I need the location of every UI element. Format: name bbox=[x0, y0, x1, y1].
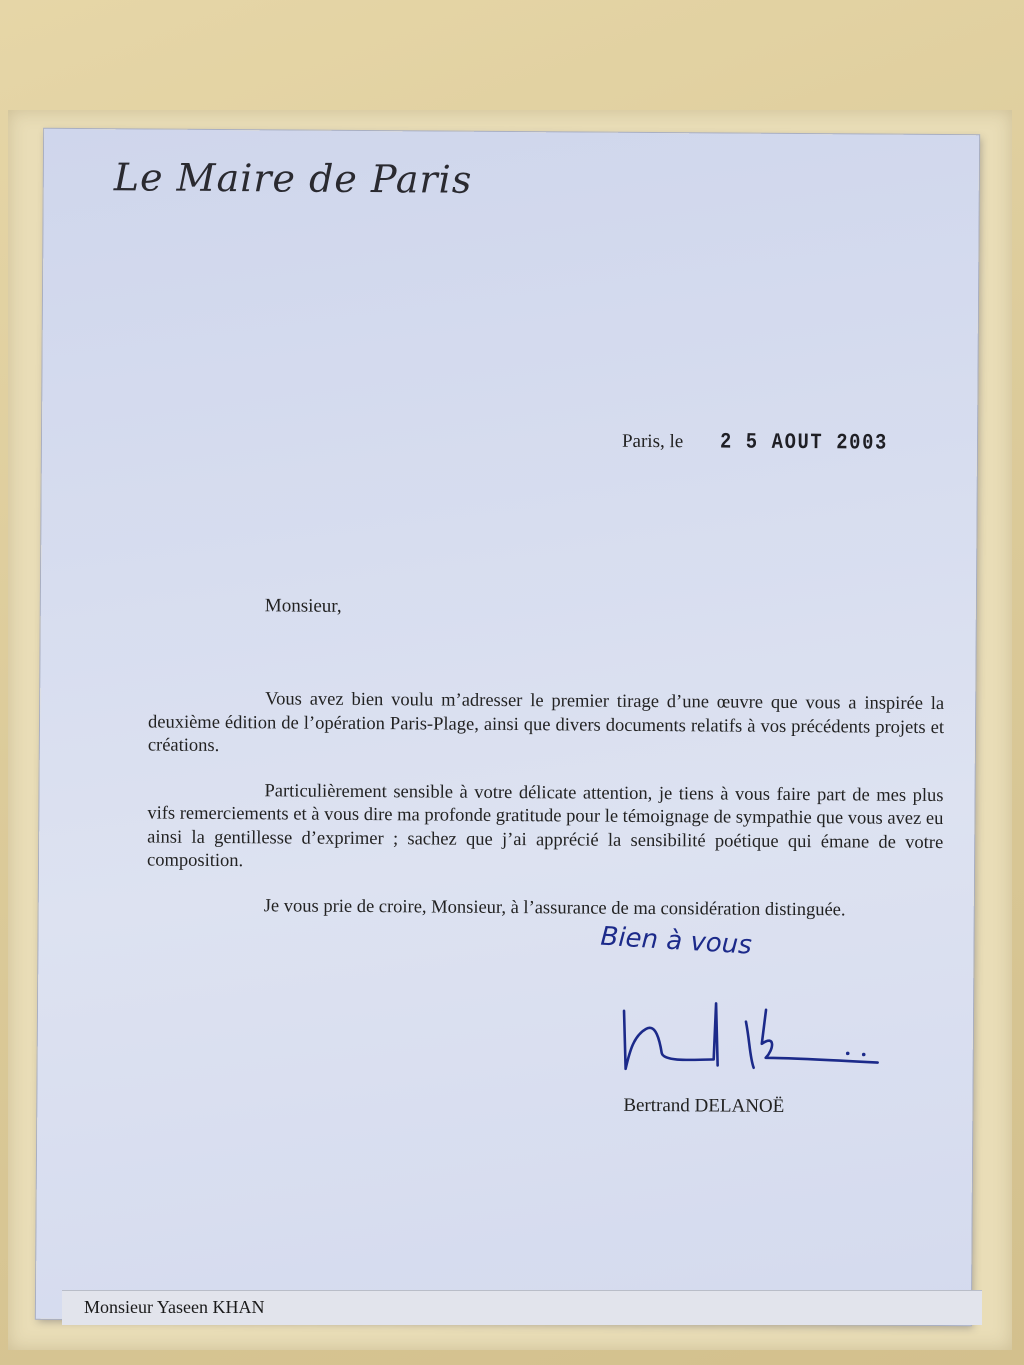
letter-sheet bbox=[36, 129, 979, 1325]
signer-name: Bertrand DELANOË bbox=[623, 1094, 785, 1117]
letterhead: Le Maire de Paris bbox=[113, 155, 473, 202]
salutation: Monsieur, bbox=[264, 595, 342, 617]
handwritten-signature bbox=[615, 981, 886, 1093]
date-stamp: 2 5 AOUT 2003 bbox=[719, 429, 889, 456]
handwritten-closing: Bien à vous bbox=[599, 921, 753, 961]
recipient-name: Monsieur Yaseen KHAN bbox=[84, 1297, 265, 1317]
paragraph: Particulièrement sensible à votre délicate attention, je tiens à vous faire part de mes plus vifs remerciements et à vous dire ma profonde gratitude pour le témoignage de sympathie que vous avez eu ainsi la gentillesse d’exprimer ; sachez que j’ai apprécié la sensibilité poétique qui émane de votre composition. bbox=[146, 780, 944, 872]
paragraph: Vous avez bien voulu m’adresser le premier tirage d’une œuvre que vous a inspirée la deuxième édition de l’opération Paris-Plage, ainsi que divers documents relatifs à vos précédents projets et créations. bbox=[147, 689, 945, 756]
letter-body bbox=[147, 687, 945, 944]
paragraph: Je vous prie de croire, Monsieur, à l’assurance de ma considération distinguée. bbox=[263, 895, 846, 920]
date-prefix: Paris, le bbox=[621, 430, 684, 453]
